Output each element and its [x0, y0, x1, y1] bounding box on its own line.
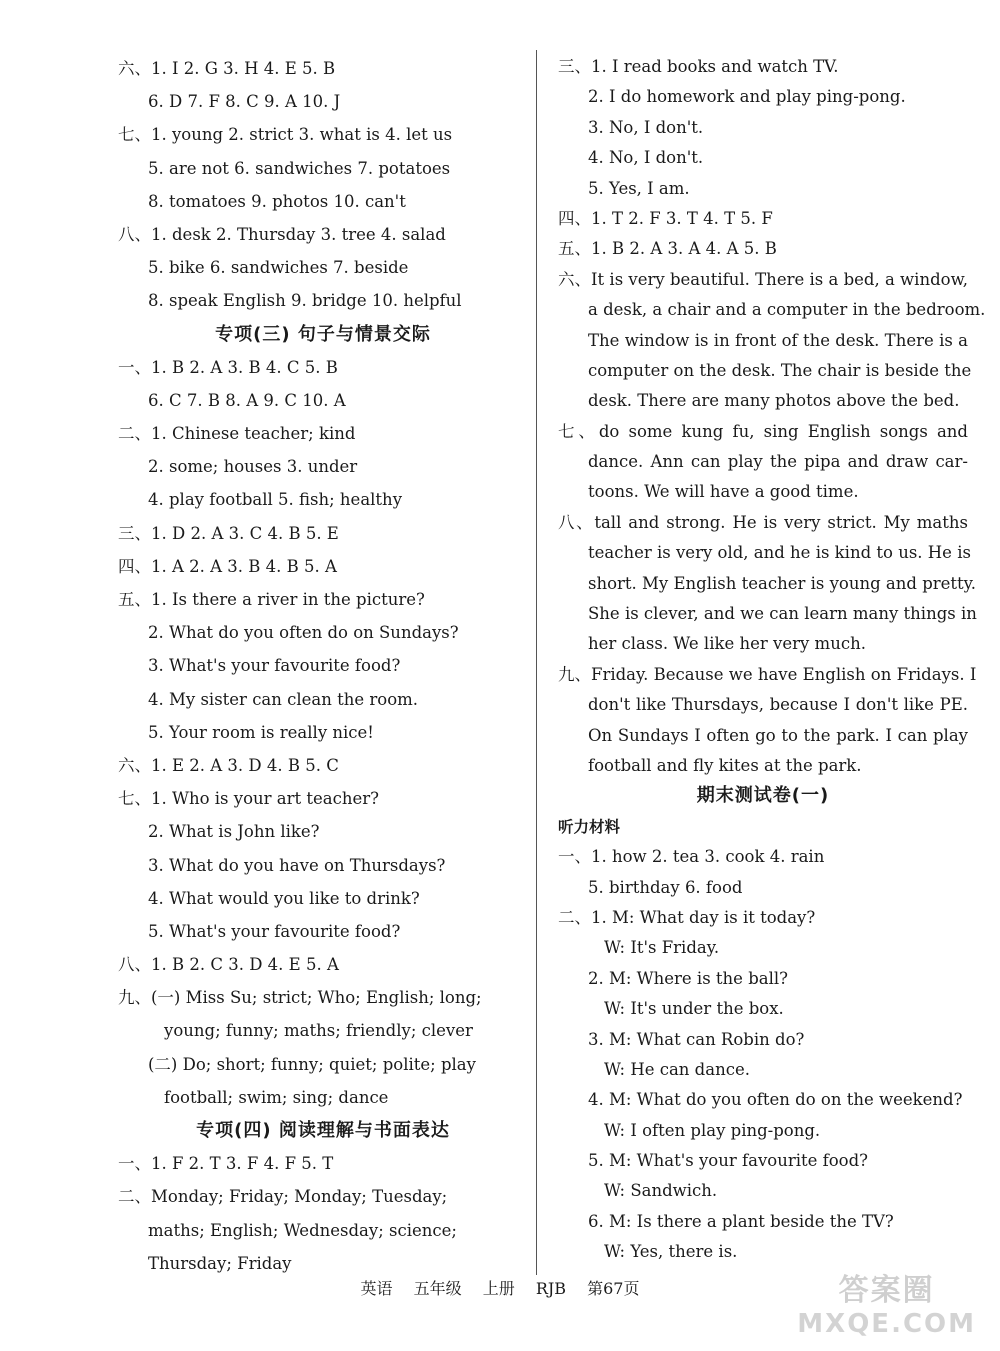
answer-line: 二、1. Chinese teacher; kind [118, 424, 356, 444]
answer-line: W: He can dance. [604, 1059, 750, 1079]
answer-line: a desk, a chair and a computer in the bedroom. [588, 300, 986, 320]
answer-line: 六、1. I 2. G 3. H 4. E 5. B [118, 59, 336, 78]
answer-line: 5. bike 6. sandwiches 7. beside [148, 258, 409, 278]
answer-line: 四、1. T 2. F 3. T 4. T 5. F [558, 208, 773, 228]
answer-line: toons. We will have a good time. [588, 482, 859, 502]
answer-line: 三、1. I read books and watch TV. [558, 57, 839, 76]
column-divider [536, 50, 537, 1275]
answer-line: W: Yes, there is. [604, 1242, 738, 1262]
answer-line: 5. birthday 6. food [588, 877, 743, 897]
answer-line: maths; English; Wednesday; science; [148, 1220, 457, 1240]
answer-line: 2. What is John like? [148, 822, 320, 842]
answer-line: 一、1. B 2. A 3. B 4. C 5. B [118, 357, 338, 377]
section-heading: 专项(三) 句子与情景交际 [215, 323, 431, 345]
watermark-url: MXQE.COM [797, 1309, 976, 1339]
answer-line: Thursday; Friday [148, 1253, 292, 1273]
footer-page-number: 第67页 [587, 1279, 640, 1298]
answer-line: young; funny; maths; friendly; clever [164, 1021, 473, 1041]
answer-line: She is clever, and we can learn many things in [588, 604, 977, 624]
answer-line: 6. D 7. F 8. C 9. A 10. J [148, 92, 341, 112]
answer-line: 五、1. Is there a river in the picture? [118, 590, 425, 609]
answer-line: 四、1. A 2. A 3. B 4. B 5. A [118, 556, 337, 576]
answer-line: 五、1. B 2. A 3. A 4. A 5. B [558, 239, 777, 259]
answer-line: 4. What would you like to drink? [148, 888, 420, 908]
answer-line: 2. some; houses 3. under [148, 457, 358, 477]
watermark-logo [797, 1265, 976, 1339]
answer-line: 一、1. how 2. tea 3. cook 4. rain [558, 847, 825, 867]
answer-line: W: Sandwich. [604, 1181, 718, 1201]
answer-line: computer on the desk. The chair is beside the [588, 360, 972, 380]
footer-edition: RJB [535, 1279, 567, 1298]
answer-line: 5. What's your favourite food? [148, 921, 401, 941]
answer-line: 九、Friday. Because we have English on Fridays. I [558, 664, 977, 684]
answer-line: 2. What do you often do on Sundays? [148, 623, 459, 643]
answer-line: 3. No, I don't. [588, 117, 704, 137]
answer-line: 2. I do homework and play ping-pong. [588, 87, 906, 107]
watermark-title: 答案圈 [838, 1273, 935, 1308]
answer-line: 三、1. D 2. A 3. C 4. B 5. E [118, 523, 339, 543]
answer-line: 4. M: What do you often do on the weekend? [588, 1090, 963, 1110]
answer-line: On Sundays I often go to the park. I can play [588, 725, 968, 745]
answer-line: teacher is very old, and he is kind to us. He is [588, 543, 971, 563]
answer-line: 七、1. young 2. strict 3. what is 4. let us [118, 125, 453, 145]
answer-line: 六、It is very beautiful. There is a bed, a window, [558, 269, 968, 289]
footer-volume: 上册 [482, 1279, 515, 1298]
answer-line: 3. What do you have on Thursdays? [148, 855, 446, 875]
answer-line: 5. are not 6. sandwiches 7. potatoes [148, 158, 451, 178]
answer-line: 4. My sister can clean the room. [148, 689, 419, 709]
answer-line: 6. M: Is there a plant beside the TV? [588, 1211, 894, 1231]
answer-line: 5. Your room is really nice! [148, 722, 374, 742]
answer-line: 2. M: Where is the ball? [588, 968, 788, 988]
answer-line: don't like Thursdays, because I don't like PE. [588, 695, 968, 715]
answer-line: 七、do some kung fu, sing English songs and [558, 421, 968, 441]
answer-line: 4. play football 5. fish; healthy [148, 490, 403, 510]
answer-line: 5. Yes, I am. [588, 178, 690, 198]
section-heading: 期末测试卷(一) [696, 785, 830, 807]
answer-line: her class. We like her very much. [588, 634, 866, 654]
right-answer-column [558, 52, 986, 1268]
answer-line: 5. M: What's your favourite food? [588, 1151, 869, 1171]
answer-line: 九、(一) Miss Su; strict; Who; English; long; [118, 988, 482, 1008]
answer-line: 3. What's your favourite food? [148, 656, 401, 676]
answer-line: 8. tomatoes 9. photos 10. can't [148, 191, 406, 211]
answer-line: 一、1. F 2. T 3. F 4. F 5. T [118, 1154, 334, 1174]
answer-line: W: It's Friday. [604, 938, 720, 958]
subsection-heading: 听力材料 [558, 817, 621, 836]
answer-line: 4. No, I don't. [588, 148, 704, 168]
section-heading: 专项(四) 阅读理解与书面表达 [196, 1120, 450, 1141]
answer-line: desk. There are many photos above the bed. [588, 391, 960, 411]
answer-line: 八、tall and strong. He is very strict. My maths [558, 512, 968, 532]
answer-line: The window is in front of the desk. There is a [588, 330, 968, 350]
answer-line: W: I often play ping-pong. [604, 1120, 821, 1140]
footer-subject: 英语 [360, 1279, 393, 1298]
answer-line: 8. speak English 9. bridge 10. helpful [148, 291, 462, 311]
answer-line: 六、1. E 2. A 3. D 4. B 5. C [118, 755, 339, 775]
answer-line: dance. Ann can play the pipa and draw car- [588, 452, 968, 472]
answer-line: football; swim; sing; dance [164, 1087, 389, 1107]
answer-line: 七、1. Who is your art teacher? [118, 789, 379, 809]
answer-line: (二) Do; short; funny; quiet; polite; play [148, 1054, 476, 1074]
answer-line: 八、1. desk 2. Thursday 3. tree 4. salad [118, 224, 446, 244]
answer-line: 6. C 7. B 8. A 9. C 10. A [148, 390, 346, 410]
answer-line: 3. M: What can Robin do? [588, 1029, 805, 1049]
answer-line: 二、1. M: What day is it today? [558, 907, 816, 927]
footer-grade: 五年级 [413, 1279, 462, 1298]
answer-line: 八、1. B 2. C 3. D 4. E 5. A [118, 955, 339, 975]
answer-line: 二、Monday; Friday; Monday; Tuesday; [118, 1187, 448, 1207]
answer-line: football and fly kites at the park. [588, 755, 862, 775]
answer-line: short. My English teacher is young and pretty. [588, 573, 977, 593]
answer-line: W: It's under the box. [604, 999, 784, 1019]
left-answer-column [118, 52, 528, 1280]
